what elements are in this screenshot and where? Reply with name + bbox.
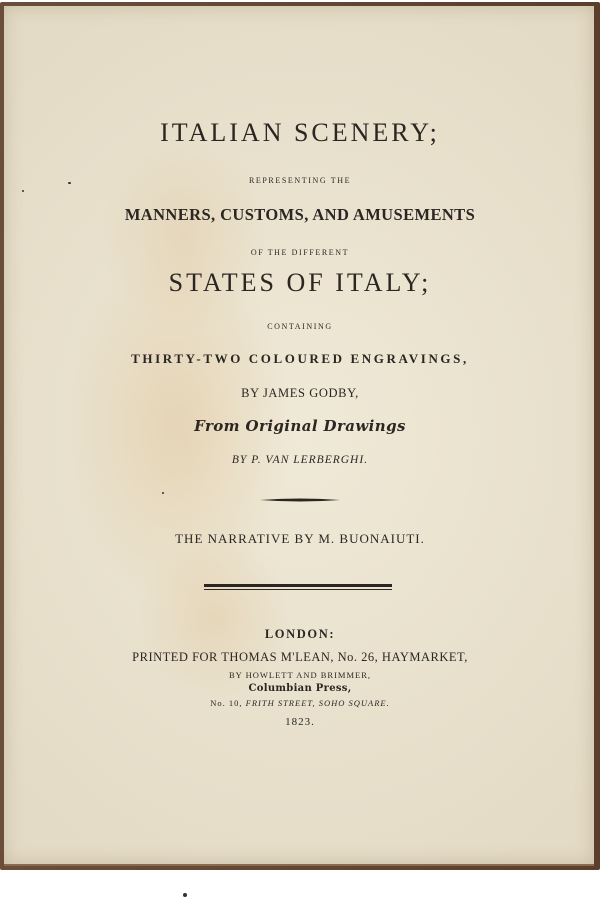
narrative-line: THE NARRATIVE BY M. BUONAIUTI. <box>175 531 425 546</box>
of-the-different-line: OF THE DIFFERENT <box>250 248 350 257</box>
engravings-line: THIRTY-TWO COLOURED ENGRAVINGS, <box>131 351 469 366</box>
artist-line: BY P. VAN LERBERGHI. <box>231 454 369 466</box>
imprint-address-line <box>0 698 600 708</box>
containing-line: CONTAINING <box>267 322 333 331</box>
states-line: STATES OF ITALY; <box>168 268 432 297</box>
double-rule-thick <box>204 584 392 587</box>
subject-line: MANNERS, CUSTOMS, AND AMUSEMENTS <box>124 205 476 224</box>
imprint-address: FRITH STREET, SOHO SQUARE. <box>245 698 390 708</box>
imprint-press: Columbian Press, <box>248 683 352 694</box>
imprint-year: 1823. <box>285 716 315 728</box>
imprint-publisher: PRINTED FOR THOMAS M'LEAN, No. 26, HAYMARKET, <box>132 650 468 664</box>
double-rule-thin <box>204 589 392 590</box>
book-title: ITALIAN SCENERY; <box>160 118 440 147</box>
imprint-city: LONDON: <box>264 627 336 641</box>
imprint-printers: BY HOWLETT AND BRIMMER, <box>229 670 371 680</box>
imprint-address-number: No. 10, <box>210 698 243 708</box>
foxing-speck <box>68 182 71 184</box>
from-drawings-line: From Original Drawings <box>194 417 406 435</box>
foxing-speck <box>162 492 164 494</box>
engraver-line: BY JAMES GODBY, <box>241 386 359 400</box>
representing-line: REPRESENTING THE <box>248 176 352 185</box>
foxing-speck <box>22 190 24 192</box>
foxing-speck <box>183 893 187 897</box>
ornamental-rule <box>260 497 340 503</box>
